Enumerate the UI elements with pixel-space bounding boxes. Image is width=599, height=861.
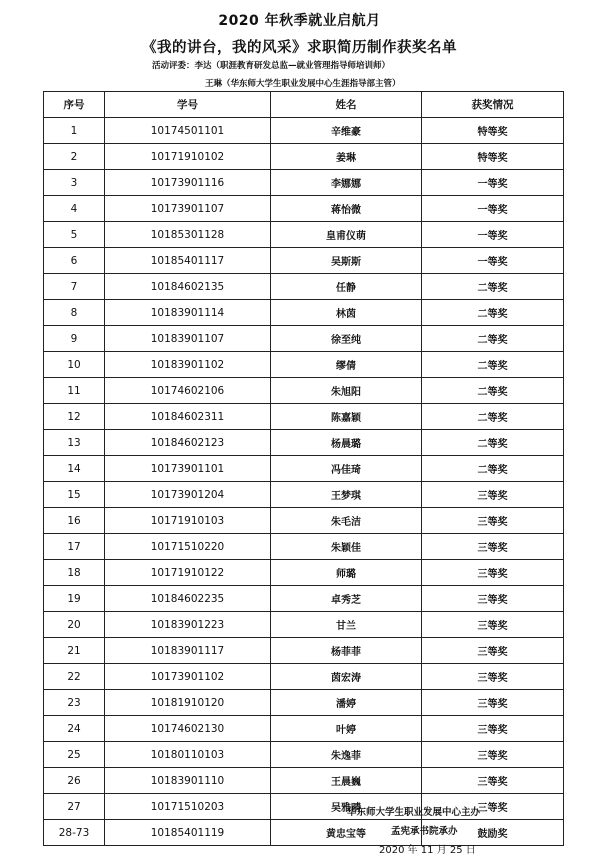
cell-student-id: 10173901116 xyxy=(105,170,271,196)
cell-student-id: 10173901101 xyxy=(105,456,271,482)
cell-student-id: 10171510220 xyxy=(105,534,271,560)
cell-name: 朱逸菲 xyxy=(271,742,422,768)
cell-name: 王梦琪 xyxy=(271,482,422,508)
table-row xyxy=(44,534,564,560)
cell-award: 二等奖 xyxy=(422,352,564,378)
cell-student-id: 10171910103 xyxy=(105,508,271,534)
cell-award: 二等奖 xyxy=(422,456,564,482)
cell-number: 1 xyxy=(44,118,105,144)
cell-name: 潘婷 xyxy=(271,690,422,716)
document-subtitle: 《我的讲台，我的风采》求职简历制作获奖名单 xyxy=(142,40,457,56)
table-row xyxy=(44,196,564,222)
cell-student-id: 10183901102 xyxy=(105,352,271,378)
cell-student-id: 10174602106 xyxy=(105,378,271,404)
table-row xyxy=(44,274,564,300)
cell-number: 7 xyxy=(44,274,105,300)
table-row xyxy=(44,690,564,716)
cell-name: 朱颖佳 xyxy=(271,534,422,560)
cell-student-id: 10171510203 xyxy=(105,794,271,820)
cell-award: 三等奖 xyxy=(422,612,564,638)
cell-award: 三等奖 xyxy=(422,794,564,820)
table-row xyxy=(44,508,564,534)
cell-number: 15 xyxy=(44,482,105,508)
cell-number: 16 xyxy=(44,508,105,534)
cell-name: 吴斯斯 xyxy=(271,248,422,274)
table-row xyxy=(44,352,564,378)
cell-student-id: 10174602130 xyxy=(105,716,271,742)
cell-name: 王晨巍 xyxy=(271,768,422,794)
table-row xyxy=(44,144,564,170)
cell-student-id: 10183901114 xyxy=(105,300,271,326)
table-row xyxy=(44,560,564,586)
table-row xyxy=(44,404,564,430)
cell-award: 三等奖 xyxy=(422,768,564,794)
cell-name: 甘兰 xyxy=(271,612,422,638)
cell-name: 师璐 xyxy=(271,560,422,586)
table-row xyxy=(44,820,564,846)
cell-number: 19 xyxy=(44,586,105,612)
cell-student-id: 10185401119 xyxy=(105,820,271,846)
cell-number: 26 xyxy=(44,768,105,794)
cell-number: 5 xyxy=(44,222,105,248)
column-header-number: 序号 xyxy=(44,92,105,118)
cell-student-id: 10184602123 xyxy=(105,430,271,456)
cell-number: 20 xyxy=(44,612,105,638)
cell-number: 12 xyxy=(44,404,105,430)
cell-award: 三等奖 xyxy=(422,508,564,534)
cell-name: 吴雅晴 xyxy=(271,794,422,820)
cell-student-id: 10173901102 xyxy=(105,664,271,690)
column-header-name: 姓名 xyxy=(271,92,422,118)
footer-organizer: 华东师大学生职业发展中心主办 xyxy=(347,807,481,818)
cell-name: 辛维豪 xyxy=(271,118,422,144)
cell-number: 28-73 xyxy=(44,820,105,846)
table-row xyxy=(44,378,564,404)
cell-name: 杨菲菲 xyxy=(271,638,422,664)
cell-student-id: 10183901110 xyxy=(105,768,271,794)
cell-name: 茵宏涛 xyxy=(271,664,422,690)
cell-award: 二等奖 xyxy=(422,404,564,430)
cell-student-id: 10180110103 xyxy=(105,742,271,768)
cell-award: 一等奖 xyxy=(422,248,564,274)
cell-number: 27 xyxy=(44,794,105,820)
cell-name: 黄忠宝等 xyxy=(271,820,422,846)
footer-co-organizer: 孟宪承书院承办 xyxy=(391,826,458,837)
cell-student-id: 10183901107 xyxy=(105,326,271,352)
cell-number: 2 xyxy=(44,144,105,170)
cell-name: 姜琳 xyxy=(271,144,422,170)
cell-number: 22 xyxy=(44,664,105,690)
cell-student-id: 10184602311 xyxy=(105,404,271,430)
cell-number: 11 xyxy=(44,378,105,404)
cell-number: 10 xyxy=(44,352,105,378)
cell-name: 朱旭阳 xyxy=(271,378,422,404)
cell-award: 三等奖 xyxy=(422,716,564,742)
table-row xyxy=(44,768,564,794)
cell-number: 17 xyxy=(44,534,105,560)
table-row xyxy=(44,456,564,482)
table-row xyxy=(44,716,564,742)
cell-student-id: 10171910102 xyxy=(105,144,271,170)
cell-award: 特等奖 xyxy=(422,144,564,170)
cell-number: 18 xyxy=(44,560,105,586)
cell-award: 三等奖 xyxy=(422,638,564,664)
cell-name: 林茵 xyxy=(271,300,422,326)
table-row xyxy=(44,664,564,690)
cell-name: 李娜娜 xyxy=(271,170,422,196)
cell-award: 鼓励奖 xyxy=(422,820,564,846)
cell-number: 8 xyxy=(44,300,105,326)
cell-number: 9 xyxy=(44,326,105,352)
cell-award: 二等奖 xyxy=(422,326,564,352)
cell-student-id: 10183901223 xyxy=(105,612,271,638)
cell-student-id: 10181910120 xyxy=(105,690,271,716)
cell-award: 二等奖 xyxy=(422,300,564,326)
cell-award: 三等奖 xyxy=(422,586,564,612)
table-row xyxy=(44,482,564,508)
cell-award: 二等奖 xyxy=(422,274,564,300)
table-row xyxy=(44,118,564,144)
cell-student-id: 10184602235 xyxy=(105,586,271,612)
cell-award: 三等奖 xyxy=(422,560,564,586)
table-row xyxy=(44,586,564,612)
cell-number: 21 xyxy=(44,638,105,664)
cell-student-id: 10183901117 xyxy=(105,638,271,664)
cell-award: 二等奖 xyxy=(422,378,564,404)
table-row xyxy=(44,612,564,638)
cell-name: 朱毛洁 xyxy=(271,508,422,534)
footer-date: 2020 年 11 月 25 日 xyxy=(379,845,476,856)
cell-award: 一等奖 xyxy=(422,196,564,222)
cell-award: 二等奖 xyxy=(422,430,564,456)
cell-number: 4 xyxy=(44,196,105,222)
table-row xyxy=(44,300,564,326)
cell-student-id: 10173901204 xyxy=(105,482,271,508)
cell-name: 皇甫仪萌 xyxy=(271,222,422,248)
cell-student-id: 10173901107 xyxy=(105,196,271,222)
cell-name: 杨晨璐 xyxy=(271,430,422,456)
cell-name: 缪倩 xyxy=(271,352,422,378)
cell-student-id: 10184602135 xyxy=(105,274,271,300)
column-header-student-id: 学号 xyxy=(105,92,271,118)
cell-number: 13 xyxy=(44,430,105,456)
cell-award: 一等奖 xyxy=(422,170,564,196)
cell-name: 叶婷 xyxy=(271,716,422,742)
cell-name: 冯佳琦 xyxy=(271,456,422,482)
judges-line-2: 王琳（华东师大学生职业发展中心生涯指导部主管） xyxy=(205,79,401,89)
cell-number: 23 xyxy=(44,690,105,716)
table-header-row xyxy=(44,92,564,118)
document-title: 2020 年秋季就业启航月 xyxy=(218,13,381,29)
cell-award: 三等奖 xyxy=(422,690,564,716)
cell-student-id: 10185301128 xyxy=(105,222,271,248)
cell-name: 蒋怡微 xyxy=(271,196,422,222)
table-row xyxy=(44,222,564,248)
cell-award: 三等奖 xyxy=(422,534,564,560)
cell-award: 三等奖 xyxy=(422,482,564,508)
table-row xyxy=(44,638,564,664)
cell-award: 一等奖 xyxy=(422,222,564,248)
cell-name: 任静 xyxy=(271,274,422,300)
cell-name: 卓秀芝 xyxy=(271,586,422,612)
table-row xyxy=(44,742,564,768)
cell-number: 3 xyxy=(44,170,105,196)
cell-name: 陈嘉颖 xyxy=(271,404,422,430)
table-row xyxy=(44,170,564,196)
awards-table xyxy=(43,91,564,846)
cell-award: 特等奖 xyxy=(422,118,564,144)
column-header-award: 获奖情况 xyxy=(422,92,564,118)
table-body xyxy=(44,118,564,846)
cell-award: 三等奖 xyxy=(422,742,564,768)
cell-award: 三等奖 xyxy=(422,664,564,690)
table-row xyxy=(44,794,564,820)
cell-student-id: 10174501101 xyxy=(105,118,271,144)
cell-student-id: 10185401117 xyxy=(105,248,271,274)
cell-number: 14 xyxy=(44,456,105,482)
cell-number: 25 xyxy=(44,742,105,768)
judges-line-1: 活动评委：李达（职涯教育研发总监—就业管理指导师培训师） xyxy=(152,61,391,71)
cell-name: 徐至纯 xyxy=(271,326,422,352)
cell-student-id: 10171910122 xyxy=(105,560,271,586)
cell-number: 24 xyxy=(44,716,105,742)
table-row xyxy=(44,326,564,352)
table-row xyxy=(44,248,564,274)
cell-number: 6 xyxy=(44,248,105,274)
table-row xyxy=(44,430,564,456)
